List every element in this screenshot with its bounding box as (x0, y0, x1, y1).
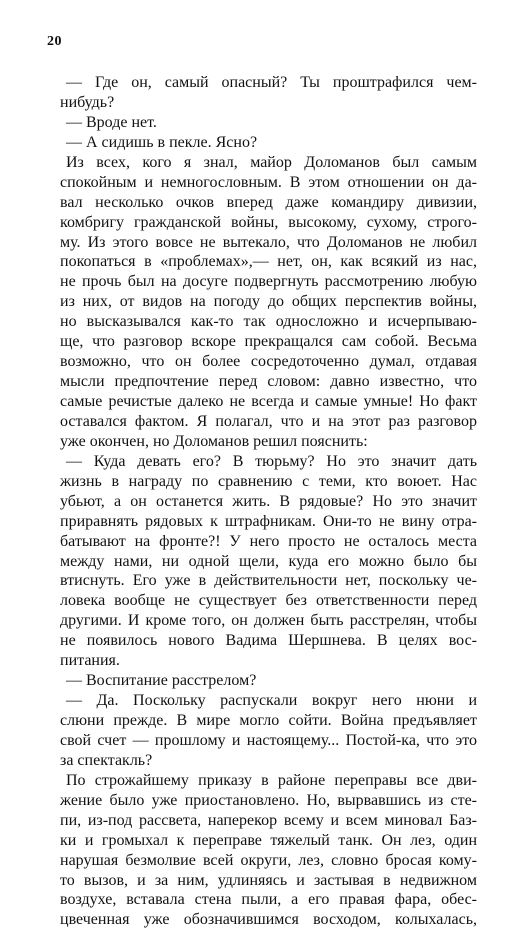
text-line: ки и громыхал к переправе тяжелый танк. Он лез, один (60, 831, 477, 849)
text-line: — Да. Поскольку распускали вокруг него нюни и (66, 692, 477, 710)
body-text (60, 73, 477, 930)
text-line: покопаться в «проблемах»,— нет, он, как всякий из нас, (60, 253, 477, 271)
text-line: не прочь был на досуге подвергнуть рассмотрению любую (60, 273, 477, 291)
text-line: из них, от видов на погоду до общих перспектив войны, (60, 293, 477, 311)
text-line: нарушая безмолвие всей округи, лез, словно бросая кому- (60, 851, 477, 869)
text-line: воздухе, вставала стена пыли, а его правая фара, обес- (60, 891, 477, 909)
text-line: — Воспитание расстрелом? (66, 672, 257, 690)
text-line: му. Из этого вовсе не вытекало, что Доломанов не любил (60, 233, 477, 251)
text-line: нибудь? (60, 93, 115, 111)
text-line: возможно, что он более сосредоточенно думал, отдавая (60, 353, 477, 371)
page-number: 20 (47, 34, 62, 49)
text-line: свой счет — прошлому и настоящему... Постой-ка, что это (60, 731, 477, 749)
text-line: питания. (60, 652, 120, 670)
text-line: то вызов, и за ним, удлиняясь и застывая в недвижном (60, 871, 477, 889)
text-line: По строжайшему приказу в районе переправы все дви- (66, 771, 477, 789)
text-line: втиснуть. Его уже в действительности нет, поскольку че- (60, 572, 477, 590)
text-line: пи, из-под рассвета, наперекор всему и всем миновал Баз- (60, 811, 477, 829)
text-line: за спектакль? (60, 751, 153, 769)
text-line: ловека вообще не существует без ответственности перед (60, 592, 477, 610)
text-line: другими. И кроме того, он должен быть расстрелян, чтобы (60, 612, 477, 630)
text-line: жизнь в награду по сравнению с теми, кто воюет. Нас (60, 472, 477, 490)
text-line: но высказывался как-то так односложно и исчерпываю- (60, 313, 477, 331)
text-line: не появилось нового Вадима Шершнева. В целях вос- (60, 632, 477, 650)
text-line: цвеченная уже обозначившимся восходом, колыхалась, (60, 911, 477, 929)
text-line: ще, что разговор вскоре прекращался сам собой. Весьма (60, 333, 477, 351)
text-line: мысли предпочтение перед словом: давно известно, что (60, 373, 477, 391)
text-line: батывают на фронте?! У него просто не осталось места (60, 532, 477, 550)
text-line: приравнять рядовых к штрафникам. Они-то не вину отра- (60, 512, 477, 530)
text-line: — А сидишь в пекле. Ясно? (66, 133, 258, 151)
text-line: комбригу гражданской войны, высокому, сухому, строго- (60, 213, 477, 231)
text-line: — Куда девать его? В тюрьму? Но это значит дать (66, 452, 477, 470)
text-line: Из всех, кого я знал, майор Доломанов был самым (66, 153, 477, 171)
text-line: жение было уже приостановлено. Но, вырвавшись из сте- (60, 791, 477, 809)
text-line: слюни прежде. В мире могло сойти. Война предъявляет (60, 712, 477, 729)
text-line: — Вроде нет. (66, 113, 157, 131)
text-line: между нами, ни одной щели, куда его можно было бы (60, 552, 477, 570)
text-line: — Где он, самый опасный? Ты проштрафился чем- (66, 74, 477, 91)
text-line: убьют, а он останется жить. В рядовые? Но это значит (60, 492, 477, 510)
text-line: спокойным и немногословным. В этом отношении он да- (60, 173, 477, 191)
text-line: уже окончен, но Доломанов решил пояснить: (60, 432, 368, 450)
text-line: вал несколько очков вперед даже командиру дивизии, (60, 193, 477, 211)
text-line: оставался фактом. Я полагал, что и на этот раз разговор (60, 412, 477, 430)
text-line: самые речистые далеко не всегда и самые умные! Но факт (60, 393, 477, 410)
